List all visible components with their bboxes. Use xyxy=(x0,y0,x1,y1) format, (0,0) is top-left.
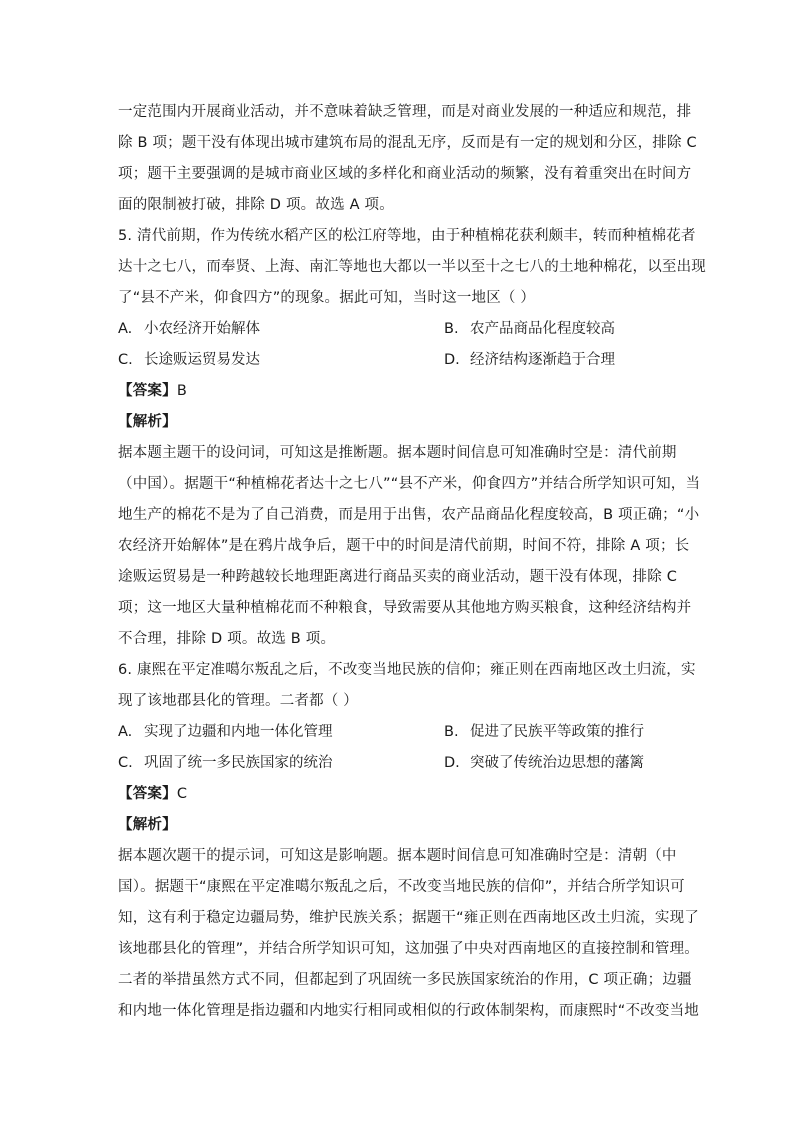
question-6 xyxy=(118,655,700,1027)
question-stem-line: 6. 康熙在平定准噶尔叛乱之后，不改变当地民族的信仰；雍正则在西南地区改土归流，实 xyxy=(118,662,696,678)
text-line: 面的限制被打破，排除 D 项。故选 A 项。 xyxy=(118,197,394,213)
option-text: 经济结构逐渐趋于合理 xyxy=(470,352,615,368)
answer-line xyxy=(118,779,678,810)
option-d xyxy=(444,748,644,779)
question-stem-line: 现了该地郡县化的管理。二者都（ ） xyxy=(118,693,359,709)
analysis-line: 二者的举措虽然方式不同，但都起到了巩固统一多民族国家统治的作用，C 项正确；边疆 xyxy=(118,972,692,988)
option-letter: D. xyxy=(444,755,460,771)
option-letter: D. xyxy=(444,352,460,368)
document-content xyxy=(118,97,706,1027)
analysis-label: 【解析】 xyxy=(118,817,177,833)
option-letter: B. xyxy=(444,724,459,740)
analysis-line: 不合理，排除 D 项。故选 B 项。 xyxy=(118,631,336,647)
text-line: 一定范围内开展商业活动，并不意味着缺乏管理，而是对商业发展的一种适应和规范，排 xyxy=(118,104,692,120)
text-line: 除 B 项；题干没有体现出城市建筑布局的混乱无序，反而是有一定的规划和分区，排除 C xyxy=(118,135,697,151)
option-d xyxy=(444,345,615,376)
previous-analysis-continuation xyxy=(118,97,697,221)
option-letter: A. xyxy=(118,321,133,337)
option-text: 促进了民族平等政策的推行 xyxy=(470,724,644,740)
option-letter: B. xyxy=(444,321,459,337)
analysis-heading xyxy=(118,810,678,841)
options-row xyxy=(118,345,678,376)
answer-label: 【答案】 xyxy=(118,786,177,802)
option-b xyxy=(444,717,644,748)
analysis-line: 农经济开始解体”是在鸦片战争后，题干中的时间是清代前期，时间不符，排除 A 项；长 xyxy=(118,538,690,554)
option-text: 农产品商品化程度较高 xyxy=(470,321,615,337)
option-letter: C. xyxy=(118,755,133,771)
option-text: 突破了传统治边思想的藩篱 xyxy=(470,755,644,771)
analysis-line: 据本题次题干的提示词，可知这是影响题。据本题时间信息可知准确时空是：清朝（中 xyxy=(118,848,677,864)
analysis-line: 该地郡县化的管理”，并结合所学知识可知，这加强了中央对西南地区的直接控制和管理。 xyxy=(118,941,700,957)
text-line: 项；题干主要强调的是城市商业区域的多样化和商业活动的频繁，没有着重突出在时间方 xyxy=(118,166,692,182)
answer-line xyxy=(118,376,678,407)
option-text: 小农经济开始解体 xyxy=(144,321,260,337)
analysis-line: 和内地一体化管理是指边疆和内地实行相同或相似的行政体制架构，而康熙时“不改变当地 xyxy=(118,1003,700,1019)
analysis-line: 知，这有利于稳定边疆局势，维护民族关系；据题干“雍正则在西南地区改土归流，实现了 xyxy=(118,910,700,926)
options-row xyxy=(118,717,678,748)
question-stem-line: 5. 清代前期，作为传统水稻产区的松江府等地，由于种植棉花获利颇丰，转而种植棉花者 xyxy=(118,228,696,244)
analysis-line: 国）。据题干“康熙在平定准噶尔叛乱之后，不改变当地民族的信仰”，并结合所学知识可 xyxy=(118,879,685,895)
analysis-heading xyxy=(118,407,678,438)
option-c xyxy=(118,345,260,376)
option-letter: C. xyxy=(118,352,133,368)
option-c xyxy=(118,748,333,779)
analysis-label: 【解析】 xyxy=(118,414,177,430)
options-row xyxy=(118,314,678,345)
question-stem-line: 了“县不产米，仰食四方”的现象。据此可知，当时这一地区（ ） xyxy=(118,290,536,306)
analysis-line: 地生产的棉花不是为了自己消费，而是用于出售，农产品商品化程度较高，B 项正确；“小 xyxy=(118,507,700,523)
question-stem-line: 达十之七八，而奉贤、上海、南汇等地也大都以一半以至十之七八的土地种棉花，以至出现 xyxy=(118,259,706,275)
analysis-line: 途贩运贸易是一种跨越较长地理距离进行商品买卖的商业活动，题干没有体现，排除 C xyxy=(118,569,678,585)
option-text: 长途贩运贸易发达 xyxy=(144,352,260,368)
answer-value: C xyxy=(176,786,188,802)
answer-label: 【答案】 xyxy=(118,383,177,399)
question-5 xyxy=(118,221,706,655)
analysis-line: 项；这一地区大量种植棉花而不种粮食，导致需要从其他地方购买粮食，这种经济结构并 xyxy=(118,600,692,616)
options-row xyxy=(118,748,678,779)
option-text: 巩固了统一多民族国家的统治 xyxy=(144,755,333,771)
option-text: 实现了边疆和内地一体化管理 xyxy=(144,724,333,740)
analysis-line: 据本题主题干的设问词，可知这是推断题。据本题时间信息可知准确时空是：清代前期 xyxy=(118,445,677,461)
answer-value: B xyxy=(176,383,187,399)
option-a xyxy=(118,717,333,748)
option-a xyxy=(118,314,260,345)
option-b xyxy=(444,314,615,345)
analysis-line: （中国）。据题干“种植棉花者达十之七八”“县不产米，仰食四方”并结合所学知识可知，当 xyxy=(118,476,701,492)
option-letter: A. xyxy=(118,724,133,740)
